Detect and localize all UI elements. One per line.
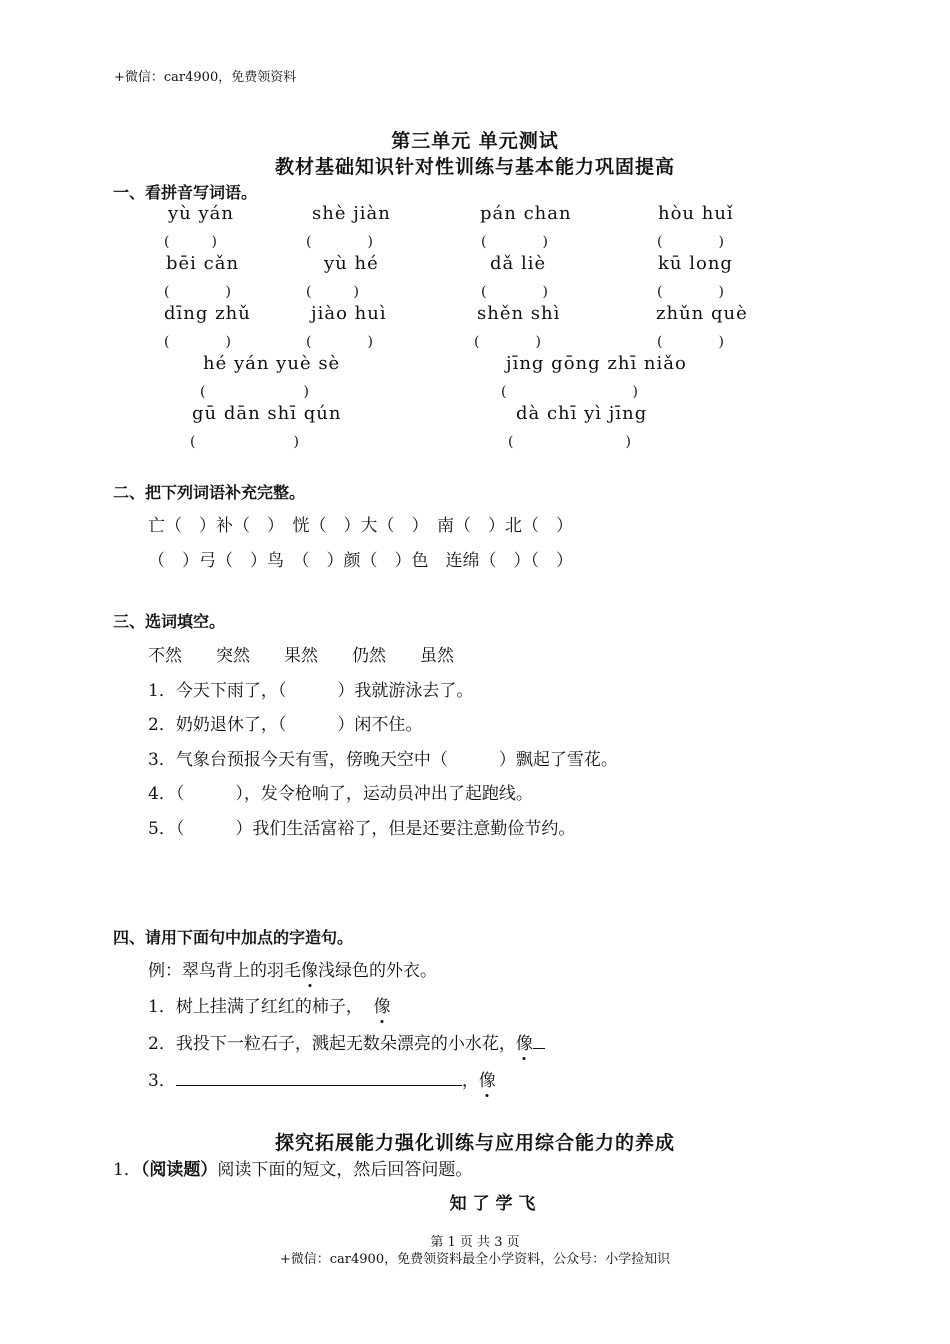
question-item: [148, 992, 391, 1017]
q3-comma: ，: [461, 1071, 479, 1091]
question-item: 4．（ ），发令枪响了，运动员冲出了起跑线。: [148, 784, 533, 804]
answer-paren: ( ): [481, 284, 548, 300]
header-note: +微信：car4900，免费领资料: [114, 70, 297, 85]
pinyin-item: shěn shì: [477, 303, 561, 324]
q-tag: （阅读题）: [140, 1160, 218, 1180]
answer-paren: ( ): [164, 234, 217, 250]
answer-paren: ( ): [481, 234, 548, 250]
footer-note: +微信：car4900，免费领资料最全小学资料，公众号：小学捡知识: [279, 1252, 671, 1267]
q1-text: 1．树上挂满了红红的柿子，: [148, 997, 363, 1017]
pinyin-item: pán chan: [480, 203, 572, 224]
answer-paren: ( ): [657, 334, 724, 350]
q3-num: 3．: [148, 1071, 176, 1091]
answer-paren: ( ): [306, 234, 373, 250]
pinyin-item: yù yán: [168, 203, 234, 224]
q-number: 1．: [113, 1160, 141, 1180]
pinyin-item: dà chī yì jīng: [516, 403, 648, 424]
q-text: 阅读下面的短文，然后回答问题。: [217, 1160, 473, 1180]
pinyin-item: bēi cǎn: [166, 253, 240, 274]
example-sentence: [148, 956, 437, 981]
pinyin-item: shè jiàn: [312, 203, 391, 224]
story-title: 知 了 学 飞: [449, 1194, 536, 1214]
dotted-char: 像: [479, 1066, 496, 1091]
question-item: 5．（ ）我们生活富裕了，但是还要注意勤俭节约。: [148, 819, 576, 839]
pinyin-item: hòu huǐ: [658, 203, 734, 224]
answer-paren: ( ): [306, 284, 359, 300]
answer-paren: ( ): [657, 234, 724, 250]
part2-title: 探究拓展能力强化训练与应用综合能力的养成: [274, 1132, 675, 1154]
pinyin-item: hé yán yuè sè: [203, 353, 341, 374]
pinyin-item: jiào huì: [311, 303, 387, 324]
section3-heading: 三、选词填空。: [113, 612, 226, 631]
fill-row-2: （ ）弓（ ）鸟 （ ）颜（ ）色 连绵（ ）（ ）: [148, 551, 573, 571]
example-post: 浅绿色的外衣。: [318, 961, 437, 981]
page-title: 第三单元 单元测试: [391, 130, 559, 152]
dotted-char: 像: [516, 1029, 533, 1054]
pinyin-item: zhǔn què: [656, 303, 748, 324]
page-number: 第 1 页 共 3 页: [430, 1235, 520, 1250]
answer-line[interactable]: [533, 1032, 545, 1049]
word-bank: 不然 突然 果然 仍然 虽然: [148, 646, 454, 666]
fill-row-1: 亡（ ）补（ ） 恍（ ）大（ ） 南（ ）北（ ）: [148, 516, 573, 536]
answer-paren: ( ): [306, 334, 373, 350]
section4-heading: 四、请用下面句中加点的字造句。: [113, 928, 354, 947]
question-item: [148, 1029, 545, 1054]
pinyin-item: yù hé: [324, 253, 379, 274]
answer-paren: ( ): [190, 434, 299, 450]
answer-paren: ( ): [474, 334, 541, 350]
example-pre: 例：翠鸟背上的羽毛: [148, 961, 301, 981]
question-item: [148, 1066, 496, 1091]
question-item: 1．今天下雨了，（ ）我就游泳去了。: [148, 681, 474, 701]
answer-paren: ( ): [200, 384, 309, 400]
answer-line[interactable]: [176, 1067, 462, 1086]
answer-paren: ( ): [508, 434, 631, 450]
q2-text: 2．我投下一粒石子，溅起无数朵漂亮的小水花，: [148, 1034, 516, 1054]
question-item: 2．奶奶退休了，（ ）闲不住。: [148, 715, 423, 735]
page-subtitle: 教材基础知识针对性训练与基本能力巩固提高: [274, 156, 675, 178]
answer-paren: ( ): [164, 334, 231, 350]
section1-heading: 一、看拼音写词语。: [113, 183, 258, 202]
dotted-char: 像: [374, 992, 391, 1017]
question-item: 3．气象台预报今天有雪，傍晚天空中（ ）飘起了雪花。: [148, 750, 618, 770]
dotted-char: 像: [301, 956, 318, 981]
pinyin-item: kū long: [658, 253, 733, 274]
pinyin-item: dǎ liè: [490, 253, 547, 274]
section2-heading: 二、把下列词语补充完整。: [113, 483, 306, 502]
pinyin-item: gū dān shī qún: [192, 403, 342, 424]
answer-paren: ( ): [657, 284, 724, 300]
reading-question: [113, 1155, 472, 1180]
answer-paren: ( ): [501, 384, 638, 400]
answer-paren: ( ): [164, 284, 231, 300]
pinyin-item: dīng zhǔ: [164, 303, 251, 324]
pinyin-item: jīng gōng zhī niǎo: [506, 353, 687, 374]
